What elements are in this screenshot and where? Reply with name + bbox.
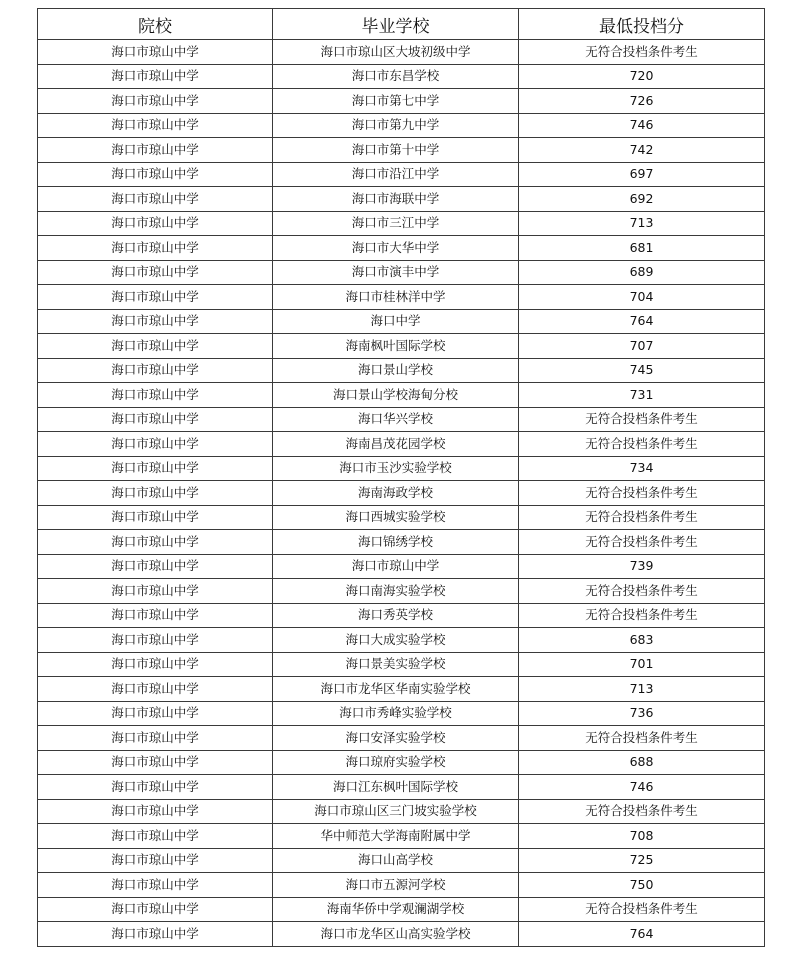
cell-min-score: 713	[519, 211, 765, 236]
cell-school: 海口市琼山中学	[38, 260, 273, 285]
table-row	[38, 383, 765, 408]
cell-min-score: 688	[519, 750, 765, 775]
cell-school: 海口市琼山中学	[38, 775, 273, 800]
cell-min-score: 731	[519, 383, 765, 408]
cell-school: 海口市琼山中学	[38, 309, 273, 334]
cell-min-score: 726	[519, 89, 765, 114]
cell-min-score: 742	[519, 138, 765, 163]
cell-min-score: 704	[519, 285, 765, 310]
cell-school: 海口市琼山中学	[38, 799, 273, 824]
header-graduated-school: 毕业学校	[273, 9, 519, 40]
cell-graduated-school: 海口市第十中学	[273, 138, 519, 163]
table-row	[38, 64, 765, 89]
cell-graduated-school: 海南枫叶国际学校	[273, 334, 519, 359]
cell-min-score: 750	[519, 873, 765, 898]
cell-school: 海口市琼山中学	[38, 873, 273, 898]
cell-graduated-school: 海口秀英学校	[273, 603, 519, 628]
cell-min-score: 764	[519, 309, 765, 334]
cell-min-score: 745	[519, 358, 765, 383]
cell-school: 海口市琼山中学	[38, 162, 273, 187]
cell-min-score: 无符合投档条件考生	[519, 603, 765, 628]
cell-graduated-school: 海口市琼山中学	[273, 554, 519, 579]
table-row	[38, 334, 765, 359]
cell-min-score: 725	[519, 848, 765, 873]
cell-graduated-school: 海南华侨中学观澜湖学校	[273, 897, 519, 922]
cell-school: 海口市琼山中学	[38, 505, 273, 530]
cell-min-score: 736	[519, 701, 765, 726]
header-row	[38, 9, 765, 40]
admission-score-table-container	[37, 8, 764, 947]
cell-school: 海口市琼山中学	[38, 530, 273, 555]
cell-graduated-school: 海口市演丰中学	[273, 260, 519, 285]
cell-school: 海口市琼山中学	[38, 285, 273, 310]
cell-school: 海口市琼山中学	[38, 89, 273, 114]
cell-school: 海口市琼山中学	[38, 726, 273, 751]
cell-min-score: 无符合投档条件考生	[519, 481, 765, 506]
cell-graduated-school: 海口琼府实验学校	[273, 750, 519, 775]
table-row	[38, 897, 765, 922]
table-row	[38, 701, 765, 726]
cell-graduated-school: 海口华兴学校	[273, 407, 519, 432]
table-row	[38, 456, 765, 481]
cell-min-score: 无符合投档条件考生	[519, 726, 765, 751]
cell-min-score: 689	[519, 260, 765, 285]
cell-school: 海口市琼山中学	[38, 334, 273, 359]
cell-graduated-school: 海口景山学校	[273, 358, 519, 383]
cell-school: 海口市琼山中学	[38, 40, 273, 65]
table-row	[38, 432, 765, 457]
table-row	[38, 873, 765, 898]
cell-graduated-school: 海口市桂林洋中学	[273, 285, 519, 310]
cell-graduated-school: 海南海政学校	[273, 481, 519, 506]
cell-min-score: 713	[519, 677, 765, 702]
cell-graduated-school: 海口市琼山区三门坡实验学校	[273, 799, 519, 824]
cell-min-score: 681	[519, 236, 765, 261]
cell-graduated-school: 海口市东昌学校	[273, 64, 519, 89]
cell-graduated-school: 海口南海实验学校	[273, 579, 519, 604]
cell-min-score: 701	[519, 652, 765, 677]
cell-graduated-school: 海口市沿江中学	[273, 162, 519, 187]
table-row	[38, 309, 765, 334]
table-row	[38, 603, 765, 628]
cell-school: 海口市琼山中学	[38, 481, 273, 506]
table-row	[38, 89, 765, 114]
table-row	[38, 554, 765, 579]
cell-min-score: 692	[519, 187, 765, 212]
cell-min-score: 无符合投档条件考生	[519, 432, 765, 457]
cell-min-score: 无符合投档条件考生	[519, 505, 765, 530]
cell-min-score: 746	[519, 113, 765, 138]
cell-school: 海口市琼山中学	[38, 407, 273, 432]
cell-school: 海口市琼山中学	[38, 848, 273, 873]
cell-school: 海口市琼山中学	[38, 701, 273, 726]
table-row	[38, 481, 765, 506]
table-row	[38, 505, 765, 530]
table-row	[38, 138, 765, 163]
cell-graduated-school: 海口市琼山区大坡初级中学	[273, 40, 519, 65]
cell-min-score: 708	[519, 824, 765, 849]
cell-graduated-school: 海口安泽实验学校	[273, 726, 519, 751]
cell-min-score: 739	[519, 554, 765, 579]
cell-min-score: 707	[519, 334, 765, 359]
table-row	[38, 358, 765, 383]
admission-score-table	[37, 8, 765, 947]
table-row	[38, 162, 765, 187]
cell-school: 海口市琼山中学	[38, 750, 273, 775]
table-row	[38, 677, 765, 702]
table-row	[38, 285, 765, 310]
table-row	[38, 113, 765, 138]
cell-graduated-school: 海口中学	[273, 309, 519, 334]
cell-graduated-school: 海口市第九中学	[273, 113, 519, 138]
table-row	[38, 211, 765, 236]
cell-school: 海口市琼山中学	[38, 236, 273, 261]
cell-graduated-school: 海口锦绣学校	[273, 530, 519, 555]
cell-school: 海口市琼山中学	[38, 677, 273, 702]
cell-school: 海口市琼山中学	[38, 922, 273, 947]
cell-graduated-school: 海口市海联中学	[273, 187, 519, 212]
cell-school: 海口市琼山中学	[38, 554, 273, 579]
cell-school: 海口市琼山中学	[38, 432, 273, 457]
table-row	[38, 799, 765, 824]
table-row	[38, 260, 765, 285]
cell-min-score: 697	[519, 162, 765, 187]
table-row	[38, 775, 765, 800]
table-row	[38, 628, 765, 653]
cell-min-score: 无符合投档条件考生	[519, 407, 765, 432]
cell-graduated-school: 海口市第七中学	[273, 89, 519, 114]
table-header	[38, 9, 765, 40]
cell-min-score: 683	[519, 628, 765, 653]
cell-min-score: 无符合投档条件考生	[519, 799, 765, 824]
cell-school: 海口市琼山中学	[38, 138, 273, 163]
cell-min-score: 无符合投档条件考生	[519, 897, 765, 922]
cell-graduated-school: 海口市三江中学	[273, 211, 519, 236]
cell-graduated-school: 海口市秀峰实验学校	[273, 701, 519, 726]
cell-min-score: 无符合投档条件考生	[519, 40, 765, 65]
cell-school: 海口市琼山中学	[38, 579, 273, 604]
table-body	[38, 40, 765, 947]
table-row	[38, 187, 765, 212]
cell-graduated-school: 海口市龙华区华南实验学校	[273, 677, 519, 702]
table-row	[38, 726, 765, 751]
cell-graduated-school: 海南昌茂花园学校	[273, 432, 519, 457]
table-row	[38, 236, 765, 261]
cell-graduated-school: 海口江东枫叶国际学校	[273, 775, 519, 800]
cell-min-score: 764	[519, 922, 765, 947]
table-row	[38, 848, 765, 873]
table-row	[38, 407, 765, 432]
cell-graduated-school: 海口景美实验学校	[273, 652, 519, 677]
cell-school: 海口市琼山中学	[38, 113, 273, 138]
cell-graduated-school: 海口市大华中学	[273, 236, 519, 261]
cell-school: 海口市琼山中学	[38, 603, 273, 628]
table-row	[38, 922, 765, 947]
cell-min-score: 无符合投档条件考生	[519, 530, 765, 555]
cell-graduated-school: 海口市龙华区山高实验学校	[273, 922, 519, 947]
header-school: 院校	[38, 9, 273, 40]
cell-graduated-school: 海口市玉沙实验学校	[273, 456, 519, 481]
cell-graduated-school: 海口西城实验学校	[273, 505, 519, 530]
cell-min-score: 746	[519, 775, 765, 800]
table-row	[38, 750, 765, 775]
cell-graduated-school: 海口大成实验学校	[273, 628, 519, 653]
table-row	[38, 579, 765, 604]
cell-school: 海口市琼山中学	[38, 64, 273, 89]
table-row	[38, 824, 765, 849]
cell-school: 海口市琼山中学	[38, 383, 273, 408]
table-row	[38, 40, 765, 65]
table-row	[38, 530, 765, 555]
cell-min-score: 734	[519, 456, 765, 481]
header-min-score: 最低投档分	[519, 9, 765, 40]
cell-graduated-school: 海口山高学校	[273, 848, 519, 873]
cell-school: 海口市琼山中学	[38, 652, 273, 677]
cell-school: 海口市琼山中学	[38, 628, 273, 653]
cell-graduated-school: 海口景山学校海甸分校	[273, 383, 519, 408]
cell-min-score: 720	[519, 64, 765, 89]
cell-school: 海口市琼山中学	[38, 824, 273, 849]
cell-school: 海口市琼山中学	[38, 358, 273, 383]
table-row	[38, 652, 765, 677]
cell-school: 海口市琼山中学	[38, 187, 273, 212]
cell-min-score: 无符合投档条件考生	[519, 579, 765, 604]
cell-school: 海口市琼山中学	[38, 211, 273, 236]
cell-school: 海口市琼山中学	[38, 897, 273, 922]
cell-graduated-school: 海口市五源河学校	[273, 873, 519, 898]
cell-graduated-school: 华中师范大学海南附属中学	[273, 824, 519, 849]
cell-school: 海口市琼山中学	[38, 456, 273, 481]
